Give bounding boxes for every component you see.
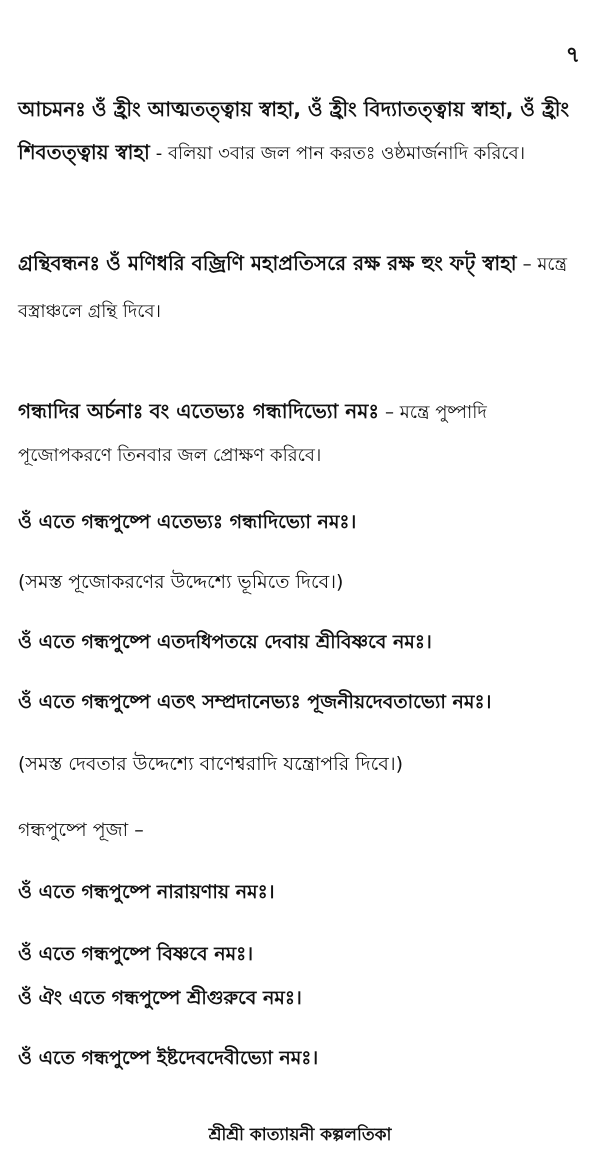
mantra-line-3: ওঁ এতে গন্ধপুষ্পে এতৎ সম্প্রদানেভ্যঃ পূজনীয়দেবতাভ্যো নমঃ। <box>18 691 492 713</box>
granthi-instruction: – মন্ত্রে বস্ত্রাঞ্চলে গ্রন্থি দিবে। <box>18 254 568 322</box>
gandhadi-mantra: বং এতেভ্যঃ গন্ধাদিভ্যো নমঃ <box>149 399 379 423</box>
gandhadi-paragraph <box>18 390 584 477</box>
granthi-paragraph <box>18 240 584 335</box>
granthi-mantra: ওঁ মণিধরি বজ্রিণি মহাপ্রতিসরে রক্ষ রক্ষ হুং ফট্ স্বাহা <box>106 251 517 275</box>
mantra-line-5: ওঁ এতে গন্ধপুষ্পে বিষ্ণবে নমঃ। <box>18 943 254 965</box>
gandhadi-instruction: – মন্ত্রে পুষ্পাদি পূজোপকরণে তিনবার জল প্রোক্ষণ করিবে। <box>18 402 487 466</box>
achaman-label: আচমনঃ <box>18 97 86 121</box>
note-line-2: (সমস্ত দেবতার উদ্দেশ্যে বাণেশ্বরাদি যন্ত্রোপরি দিবে।) <box>18 753 404 775</box>
page-number: ৭ <box>565 43 580 68</box>
achaman-mantra: ওঁ হ্রীং আত্মতত্ত্বায় স্বাহা, ওঁ হ্রীং বিদ্যাতত্ত্বায় স্বাহা, ওঁ হ্রীং শিবতত্ত্বায় স্বাহা <box>18 97 570 164</box>
book-title-footer: শ্রীশ্রী কাত্যায়নী কল্পলতিকা <box>208 1125 392 1145</box>
mantra-line-2: ওঁ এতে গন্ধপুষ্পে এতদধিপতয়ে দেবায় শ্রীবিষ্ণবে নমঃ। <box>18 631 432 653</box>
mantra-line-7: ওঁ এতে গন্ধপুষ্পে ইষ্টদেবদেবীভ্যো নমঃ। <box>18 1047 319 1069</box>
gandhadi-label: গন্ধাদির অর্চনাঃ <box>18 399 144 423</box>
note-line-1: (সমস্ত পূজোকরণের উদ্দেশ্যে ভূমিতে দিবে।) <box>18 571 344 593</box>
achaman-paragraph <box>18 88 584 175</box>
granthi-label: গ্রন্থিবন্ধনঃ <box>18 251 101 275</box>
mantra-line-1: ওঁ এতে গন্ধপুষ্পে এতেভ্যঃ গন্ধাদিভ্যো নমঃ। <box>18 511 357 533</box>
achaman-instruction: - বলিয়া ৩বার জল পান করতঃ ওষ্ঠমার্জনাদি করিবে। <box>155 143 526 164</box>
mantra-line-6: ওঁ ঐং এতে গন্ধপুষ্পে শ্রীগুরুবে নমঃ। <box>18 987 302 1009</box>
mantra-line-4: ওঁ এতে গন্ধপুষ্পে নারায়ণায় নমঃ। <box>18 881 275 903</box>
puja-heading: গন্ধপুষ্পে পূজা – <box>18 819 144 841</box>
